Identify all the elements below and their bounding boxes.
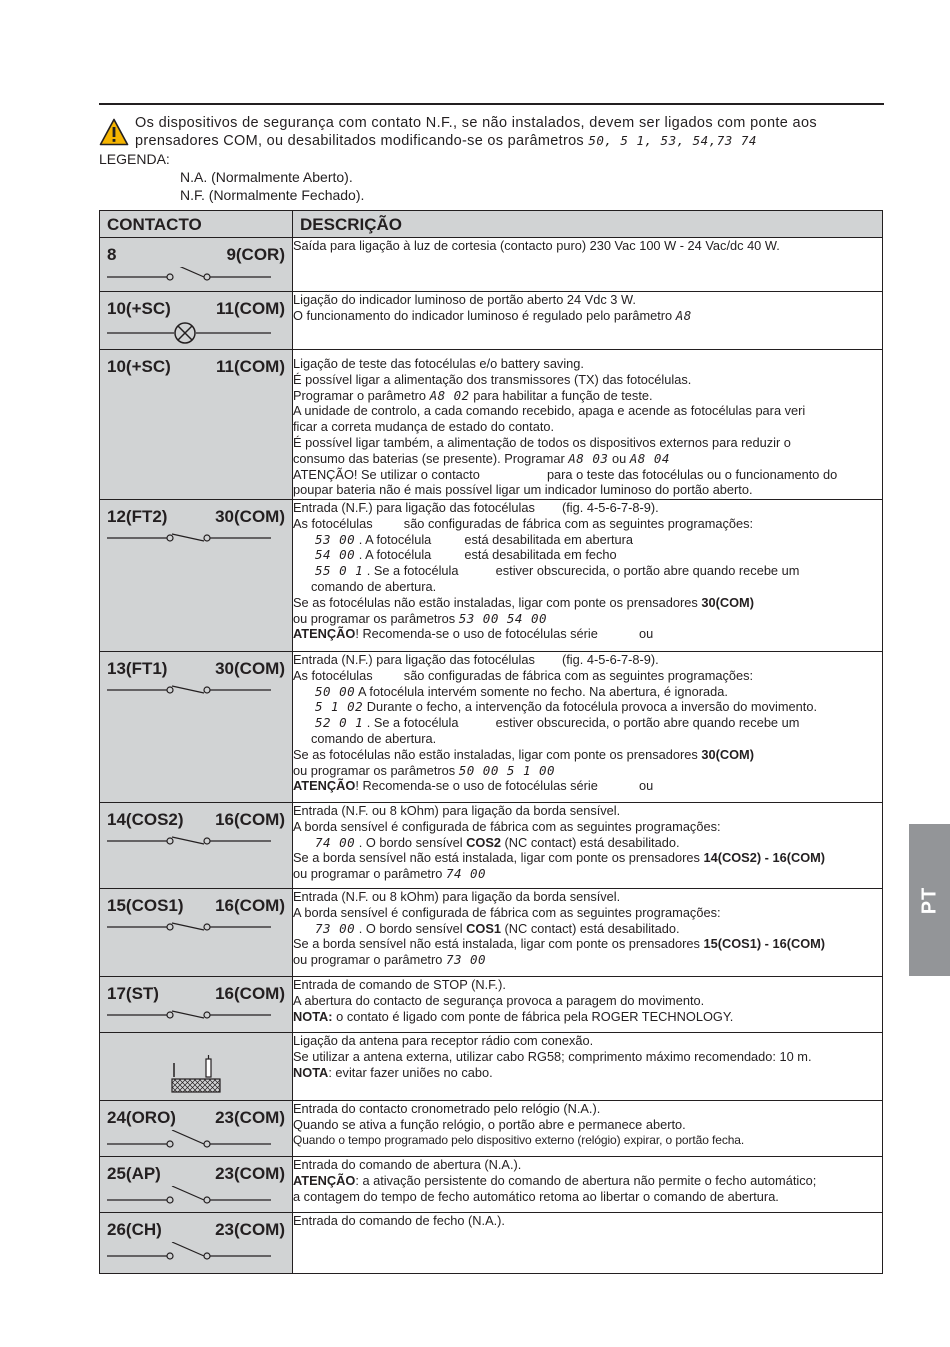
description-cell: Entrada do comando de fecho (N.A.). bbox=[293, 1213, 883, 1274]
open-switch-icon bbox=[105, 1130, 275, 1148]
description-cell: Ligação da antena para receptor rádio com conexão. Se utilizar a antena externa, utilizar cabo RG58; comprimento máximo recomendado: 10 m. NOTA: evitar fazer uniões no cabo. bbox=[293, 1033, 883, 1101]
table-row bbox=[100, 1101, 883, 1157]
contact-cell bbox=[100, 1033, 293, 1101]
closed-switch-icon bbox=[105, 1006, 275, 1020]
terminal-right: 23(COM) bbox=[215, 1164, 285, 1183]
terminal-left: 10(+SC) bbox=[107, 357, 171, 376]
description-cell: Ligação de teste das fotocélulas e/o battery saving. É possível ligar a alimentação dos transmissores (TX) das fotocélulas. Programar o parâmetro A8 02 para habilitar a função de teste. A unidade de controlo, a cada comando recebido, apaga e acende as fotocélulas para veri ficar a correta mudança de estado do contato. É possível ligar também, a alimentação de todos os dispositivos externos para reduzir o consumo das baterias (se presente). Programar A8 03 ou A8 04 ATENÇÃO! Se utilizar o contacto para o teste das fotocélulas ou o funcionamento do poupar bateria não é mais possível ligar um indicador luminoso do portão aberto. bbox=[293, 350, 883, 500]
table-row bbox=[100, 803, 883, 889]
closed-switch-icon bbox=[105, 681, 275, 695]
terminal-left: 26(CH) bbox=[107, 1220, 162, 1239]
terminal-right: 9(COR) bbox=[226, 245, 285, 264]
closed-switch-icon bbox=[105, 832, 275, 846]
contact-cell bbox=[100, 1101, 293, 1157]
header-contacto: CONTACTO bbox=[100, 211, 293, 238]
closed-switch-icon bbox=[105, 918, 275, 932]
open-switch-icon bbox=[105, 1242, 275, 1260]
table-row bbox=[100, 350, 883, 500]
terminal-left: 15(COS1) bbox=[107, 896, 184, 915]
table-row bbox=[100, 500, 883, 652]
top-rule bbox=[99, 103, 884, 105]
contact-cell bbox=[100, 238, 293, 292]
terminal-right: 30(COM) bbox=[215, 659, 285, 678]
terminal-left: 24(ORO) bbox=[107, 1108, 176, 1127]
terminal-right: 30(COM) bbox=[215, 507, 285, 526]
legend-nf: N.F. (Normalmente Fechado). bbox=[180, 187, 365, 203]
description-cell: Entrada (N.F.) para ligação das fotocélulas (fig. 4-5-6-7-8-9). As fotocélulas são configuradas de fábrica com as seguintes programações: 53 00 . A fotocélula está desabilitada em abertura 54 00 . A fotocélula está desabilitada em fecho 55 0 1 . Se a fotocélula estiver obscurecida, o portão abre quando recebe um comando de abertura. Se as fotocélulas não estão instaladas, ligar com ponte os prensadores 30(COM) ou programar os parâmetros 53 00 54 00 ATENÇÃO! Recomenda-se o uso de fotocélulas série ou bbox=[293, 500, 883, 652]
table-header-row bbox=[100, 211, 883, 238]
table-row bbox=[100, 1033, 883, 1101]
table-row bbox=[100, 1157, 883, 1213]
table-row bbox=[100, 238, 883, 292]
terminal-left: 8 bbox=[107, 245, 117, 264]
contact-cell bbox=[100, 500, 293, 652]
contact-cell bbox=[100, 350, 293, 500]
contact-cell bbox=[100, 292, 293, 350]
description-cell: Entrada do comando de abertura (N.A.). ATENÇÃO: a ativação persistente do comando de abertura não permite o fecho automático; a contagem do tempo de fecho automático retoma ao libertar o comando de abertura. bbox=[293, 1157, 883, 1213]
open-switch-icon bbox=[105, 1186, 275, 1204]
contact-cell bbox=[100, 1157, 293, 1213]
terminal-left: 25(AP) bbox=[107, 1164, 161, 1183]
contact-cell bbox=[100, 652, 293, 803]
warning-triangle-icon bbox=[99, 118, 129, 146]
lamp-icon bbox=[105, 321, 275, 345]
table-row bbox=[100, 1213, 883, 1274]
legend-title: LEGENDA: bbox=[99, 151, 170, 167]
terminal-left: 10(+SC) bbox=[107, 299, 171, 318]
open-switch-icon bbox=[105, 267, 275, 281]
terminal-left: 12(FT2) bbox=[107, 507, 168, 526]
contact-cell bbox=[100, 1213, 293, 1274]
antenna-icon bbox=[170, 1055, 222, 1095]
terminal-right: 16(COM) bbox=[215, 984, 285, 1003]
warning-text-line2: prensadores COM, ou desabilitados modificando-se os parâmetros 50, 5 1, 53, 54,73 74 bbox=[135, 133, 757, 149]
language-tab: PT bbox=[909, 824, 950, 976]
terminal-right: 23(COM) bbox=[215, 1220, 285, 1239]
description-cell: Entrada de comando de STOP (N.F.). A abertura do contacto de segurança provoca a paragem do movimento. NOTA: o contato é ligado com ponte de fábrica pela ROGER TECHNOLOGY. bbox=[293, 977, 883, 1033]
terminal-left: 14(COS2) bbox=[107, 810, 184, 829]
description-cell: Entrada (N.F. ou 8 kOhm) para ligação da borda sensível. A borda sensível é configurada de fábrica com as seguintes programações: 74 00 . O bordo sensível COS2 (NC contact) está desabilitado. Se a borda sensível não está instalada, ligar com ponte os prensadores 14(COS2) - 16(COM) ou programar o parâmetro 74 00 bbox=[293, 803, 883, 889]
warning-params: 50, 5 1, 53, 54,73 74 bbox=[588, 133, 757, 148]
terminal-right: 11(COM) bbox=[216, 357, 285, 376]
terminal-right: 11(COM) bbox=[216, 299, 285, 318]
legend-na: N.A. (Normalmente Aberto). bbox=[180, 169, 353, 185]
terminal-left: 17(ST) bbox=[107, 984, 159, 1003]
contact-cell bbox=[100, 803, 293, 889]
table-row bbox=[100, 652, 883, 803]
description-cell: Entrada (N.F. ou 8 kOhm) para ligação da borda sensível. A borda sensível é configurada de fábrica com as seguintes programações: 73 00 . O bordo sensível COS1 (NC contact) está desabilitado. Se a borda sensível não está instalada, ligar com ponte os prensadores 15(COS1) - 16(COM) ou programar o parâmetro 73 00 bbox=[293, 889, 883, 977]
description-cell: Ligação do indicador luminoso de portão aberto 24 Vdc 3 W. O funcionamento do indicador luminoso é regulado pelo parâmetro A8 bbox=[293, 292, 883, 350]
contact-cell bbox=[100, 977, 293, 1033]
header-descricao: DESCRIÇÃO bbox=[293, 211, 883, 238]
contact-cell bbox=[100, 889, 293, 977]
description-cell: Entrada do contacto cronometrado pelo relógio (N.A.). Quando se ativa a função relógio, o portão abre e permanece aberto. Quando o tempo programado pelo dispositivo externo (relógio) expirar, o portão fecha. bbox=[293, 1101, 883, 1157]
terminal-right: 16(COM) bbox=[215, 810, 285, 829]
description-cell: Saída para ligação à luz de cortesia (contacto puro) 230 Vac 100 W - 24 Vac/dc 40 W. bbox=[293, 238, 883, 292]
table-row bbox=[100, 889, 883, 977]
contacts-table bbox=[99, 210, 883, 1274]
table-row bbox=[100, 977, 883, 1033]
warning-text: Os dispositivos de segurança com contato N.F., se não instalados, devem ser ligados com ponte aos bbox=[135, 115, 817, 131]
closed-switch-icon bbox=[105, 529, 275, 543]
terminal-right: 23(COM) bbox=[215, 1108, 285, 1127]
terminal-left: 13(FT1) bbox=[107, 659, 168, 678]
terminal-right: 16(COM) bbox=[215, 896, 285, 915]
description-cell: Entrada (N.F.) para ligação das fotocélulas (fig. 4-5-6-7-8-9). As fotocélulas são configuradas de fábrica com as seguintes programações: 50 00 A fotocélula intervém somente no fecho. Na abertura, é ignorada. 5 1 02 Durante o fecho, a intervenção da fotocélula provoca a inversão do movimento. 52 0 1 . Se a fotocélula estiver obscurecida, o portão abre quando recebe um comando de abertura. Se as fotocélulas não estão instaladas, ligar com ponte os prensadores 30(COM) ou programar os parâmetros 50 00 5 1 00 ATENÇÃO! Recomenda-se o uso de fotocélulas série ou bbox=[293, 652, 883, 803]
table-row bbox=[100, 292, 883, 350]
